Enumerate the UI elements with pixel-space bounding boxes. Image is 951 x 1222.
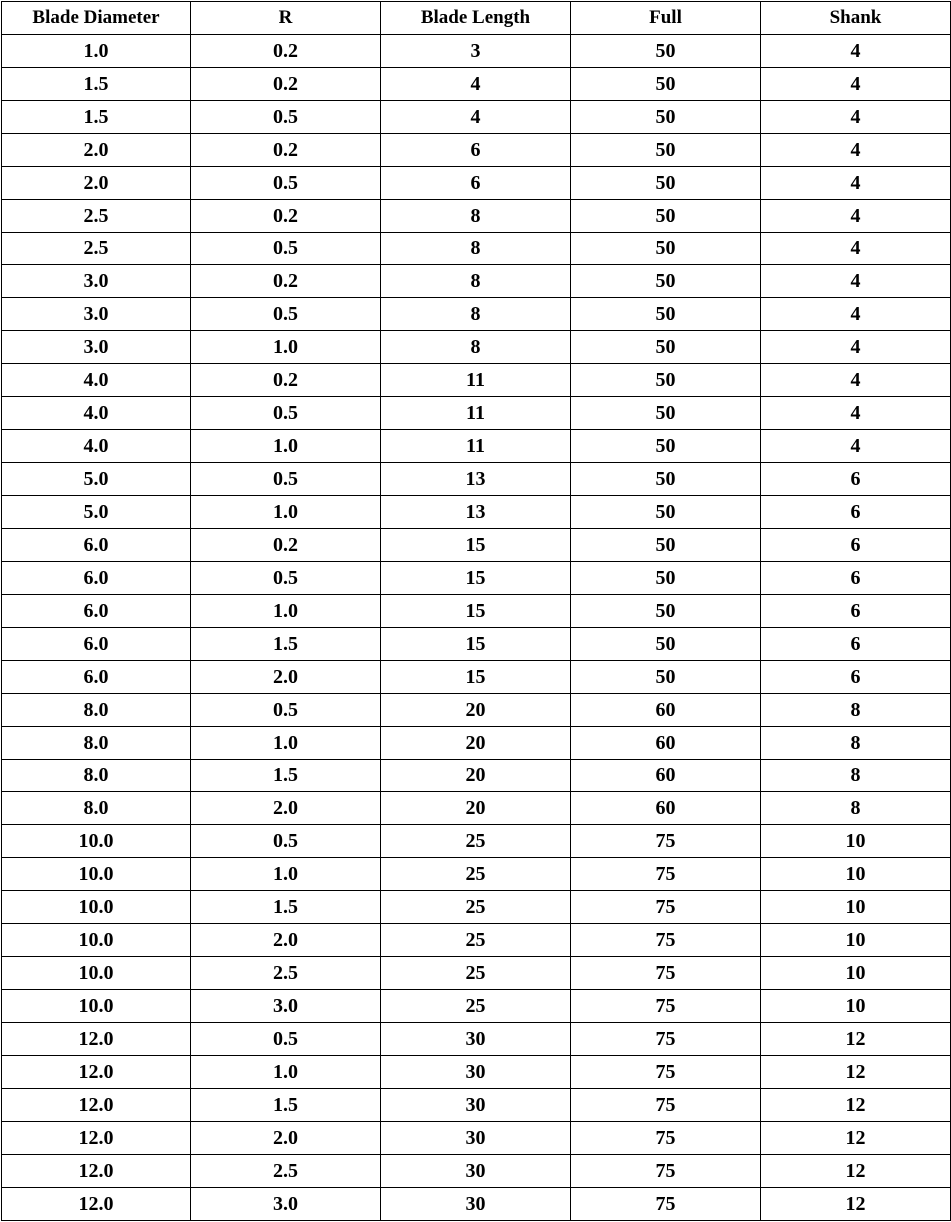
cell-blade-length: 25 [381, 924, 571, 957]
cell-blade-length: 20 [381, 792, 571, 825]
cell-blade-diameter: 12.0 [2, 1023, 191, 1056]
table-row [2, 364, 951, 397]
table-row [2, 1088, 951, 1121]
cell-shank: 4 [761, 34, 951, 67]
cell-blade-diameter: 10.0 [2, 924, 191, 957]
table-row [2, 1023, 951, 1056]
cell-full: 50 [571, 265, 761, 298]
table-row [2, 759, 951, 792]
cell-blade-diameter: 8.0 [2, 693, 191, 726]
cell-blade-diameter: 1.5 [2, 100, 191, 133]
cell-r: 0.2 [191, 199, 381, 232]
cell-full: 50 [571, 232, 761, 265]
cell-r: 0.2 [191, 133, 381, 166]
cell-blade-diameter: 12.0 [2, 1088, 191, 1121]
table-row [2, 265, 951, 298]
table-row [2, 792, 951, 825]
cell-r: 0.5 [191, 561, 381, 594]
cell-full: 60 [571, 792, 761, 825]
cell-full: 75 [571, 957, 761, 990]
table-row [2, 825, 951, 858]
cell-r: 1.0 [191, 726, 381, 759]
cell-blade-length: 8 [381, 331, 571, 364]
table-body [2, 34, 951, 1220]
cell-blade-length: 30 [381, 1088, 571, 1121]
cell-r: 1.0 [191, 1055, 381, 1088]
cell-blade-diameter: 8.0 [2, 792, 191, 825]
header-blade-diameter: Blade Diameter [2, 2, 191, 35]
table-row [2, 1154, 951, 1187]
table-row [2, 726, 951, 759]
cell-full: 75 [571, 1055, 761, 1088]
cell-r: 2.5 [191, 1154, 381, 1187]
cell-blade-diameter: 10.0 [2, 957, 191, 990]
cell-full: 50 [571, 298, 761, 331]
cell-full: 60 [571, 759, 761, 792]
table-row [2, 331, 951, 364]
cell-full: 50 [571, 397, 761, 430]
cell-blade-length: 4 [381, 67, 571, 100]
cell-shank: 8 [761, 792, 951, 825]
cell-blade-diameter: 12.0 [2, 1187, 191, 1220]
cell-blade-length: 4 [381, 100, 571, 133]
cell-blade-length: 25 [381, 957, 571, 990]
cell-shank: 12 [761, 1187, 951, 1220]
cell-blade-length: 20 [381, 759, 571, 792]
cell-blade-diameter: 2.0 [2, 166, 191, 199]
table-row [2, 891, 951, 924]
table-header [2, 2, 951, 35]
cell-r: 2.5 [191, 957, 381, 990]
cell-blade-diameter: 3.0 [2, 331, 191, 364]
cell-shank: 12 [761, 1023, 951, 1056]
cell-r: 0.2 [191, 265, 381, 298]
cell-blade-length: 11 [381, 364, 571, 397]
cell-blade-diameter: 10.0 [2, 825, 191, 858]
table-row [2, 924, 951, 957]
cell-full: 60 [571, 693, 761, 726]
table-row [2, 67, 951, 100]
cell-shank: 6 [761, 528, 951, 561]
cell-r: 0.5 [191, 397, 381, 430]
cell-full: 50 [571, 430, 761, 463]
cell-r: 1.5 [191, 891, 381, 924]
table-row [2, 166, 951, 199]
cell-blade-length: 13 [381, 463, 571, 496]
cell-full: 75 [571, 1088, 761, 1121]
cell-blade-diameter: 12.0 [2, 1055, 191, 1088]
cell-blade-diameter: 5.0 [2, 496, 191, 529]
cell-shank: 12 [761, 1088, 951, 1121]
cell-blade-diameter: 12.0 [2, 1121, 191, 1154]
table-row [2, 627, 951, 660]
cell-blade-diameter: 2.5 [2, 199, 191, 232]
cell-blade-length: 15 [381, 561, 571, 594]
table-row [2, 858, 951, 891]
spec-table [1, 1, 951, 1221]
cell-blade-diameter: 2.5 [2, 232, 191, 265]
cell-full: 75 [571, 924, 761, 957]
header-row [2, 2, 951, 35]
cell-shank: 6 [761, 660, 951, 693]
table-row [2, 1187, 951, 1220]
cell-blade-length: 20 [381, 726, 571, 759]
cell-blade-diameter: 6.0 [2, 594, 191, 627]
cell-shank: 6 [761, 463, 951, 496]
cell-blade-diameter: 8.0 [2, 726, 191, 759]
cell-shank: 6 [761, 594, 951, 627]
cell-r: 0.2 [191, 528, 381, 561]
cell-shank: 4 [761, 331, 951, 364]
cell-blade-diameter: 1.5 [2, 67, 191, 100]
cell-blade-length: 8 [381, 199, 571, 232]
cell-shank: 4 [761, 199, 951, 232]
cell-r: 0.5 [191, 232, 381, 265]
cell-shank: 4 [761, 364, 951, 397]
cell-full: 50 [571, 561, 761, 594]
table-row [2, 693, 951, 726]
cell-blade-diameter: 12.0 [2, 1154, 191, 1187]
cell-blade-length: 25 [381, 825, 571, 858]
cell-blade-length: 25 [381, 891, 571, 924]
cell-shank: 4 [761, 265, 951, 298]
cell-shank: 6 [761, 627, 951, 660]
cell-full: 50 [571, 364, 761, 397]
cell-shank: 6 [761, 561, 951, 594]
cell-full: 50 [571, 660, 761, 693]
table-row [2, 1121, 951, 1154]
cell-blade-diameter: 6.0 [2, 528, 191, 561]
header-shank: Shank [761, 2, 951, 35]
cell-r: 2.0 [191, 660, 381, 693]
cell-shank: 10 [761, 825, 951, 858]
cell-r: 1.0 [191, 594, 381, 627]
cell-full: 50 [571, 199, 761, 232]
table-row [2, 957, 951, 990]
cell-blade-length: 15 [381, 594, 571, 627]
table-row [2, 990, 951, 1023]
header-full: Full [571, 2, 761, 35]
cell-blade-length: 11 [381, 430, 571, 463]
cell-blade-diameter: 8.0 [2, 759, 191, 792]
cell-shank: 4 [761, 298, 951, 331]
cell-full: 75 [571, 1154, 761, 1187]
cell-full: 75 [571, 1187, 761, 1220]
cell-blade-length: 30 [381, 1055, 571, 1088]
table-row [2, 199, 951, 232]
cell-shank: 4 [761, 397, 951, 430]
cell-blade-diameter: 5.0 [2, 463, 191, 496]
cell-blade-length: 6 [381, 166, 571, 199]
cell-blade-diameter: 10.0 [2, 858, 191, 891]
cell-r: 3.0 [191, 990, 381, 1023]
cell-shank: 4 [761, 133, 951, 166]
cell-blade-length: 3 [381, 34, 571, 67]
cell-r: 1.0 [191, 331, 381, 364]
table-row [2, 1055, 951, 1088]
cell-r: 1.5 [191, 627, 381, 660]
cell-r: 2.0 [191, 792, 381, 825]
cell-shank: 4 [761, 100, 951, 133]
table-row [2, 397, 951, 430]
cell-blade-length: 20 [381, 693, 571, 726]
cell-r: 0.5 [191, 100, 381, 133]
cell-blade-length: 8 [381, 298, 571, 331]
cell-blade-diameter: 2.0 [2, 133, 191, 166]
cell-full: 75 [571, 825, 761, 858]
cell-r: 1.0 [191, 430, 381, 463]
cell-blade-diameter: 4.0 [2, 397, 191, 430]
cell-shank: 10 [761, 924, 951, 957]
cell-r: 1.5 [191, 759, 381, 792]
cell-full: 75 [571, 990, 761, 1023]
cell-full: 50 [571, 463, 761, 496]
cell-full: 50 [571, 67, 761, 100]
cell-r: 0.5 [191, 825, 381, 858]
cell-blade-diameter: 10.0 [2, 891, 191, 924]
cell-blade-diameter: 4.0 [2, 430, 191, 463]
cell-shank: 10 [761, 891, 951, 924]
cell-blade-length: 30 [381, 1187, 571, 1220]
cell-shank: 10 [761, 990, 951, 1023]
cell-r: 0.5 [191, 166, 381, 199]
cell-full: 50 [571, 528, 761, 561]
cell-full: 75 [571, 891, 761, 924]
cell-blade-length: 25 [381, 990, 571, 1023]
cell-blade-diameter: 6.0 [2, 660, 191, 693]
cell-blade-length: 13 [381, 496, 571, 529]
cell-blade-diameter: 1.0 [2, 34, 191, 67]
cell-full: 50 [571, 627, 761, 660]
cell-full: 50 [571, 34, 761, 67]
cell-full: 75 [571, 858, 761, 891]
cell-blade-length: 15 [381, 627, 571, 660]
cell-full: 50 [571, 331, 761, 364]
cell-blade-diameter: 10.0 [2, 990, 191, 1023]
cell-r: 3.0 [191, 1187, 381, 1220]
cell-blade-length: 30 [381, 1121, 571, 1154]
cell-blade-length: 15 [381, 528, 571, 561]
cell-shank: 12 [761, 1154, 951, 1187]
cell-blade-length: 30 [381, 1154, 571, 1187]
table-row [2, 298, 951, 331]
cell-shank: 4 [761, 67, 951, 100]
cell-r: 0.2 [191, 67, 381, 100]
header-blade-length: Blade Length [381, 2, 571, 35]
cell-shank: 10 [761, 858, 951, 891]
cell-r: 0.5 [191, 298, 381, 331]
cell-full: 75 [571, 1023, 761, 1056]
cell-shank: 8 [761, 726, 951, 759]
cell-r: 1.0 [191, 496, 381, 529]
table-row [2, 232, 951, 265]
table-row [2, 100, 951, 133]
cell-shank: 6 [761, 496, 951, 529]
table-row [2, 660, 951, 693]
cell-blade-diameter: 4.0 [2, 364, 191, 397]
cell-r: 0.5 [191, 693, 381, 726]
cell-full: 50 [571, 133, 761, 166]
cell-shank: 8 [761, 693, 951, 726]
cell-shank: 4 [761, 430, 951, 463]
table-row [2, 561, 951, 594]
cell-blade-length: 8 [381, 232, 571, 265]
cell-blade-diameter: 3.0 [2, 265, 191, 298]
cell-blade-length: 30 [381, 1023, 571, 1056]
cell-full: 50 [571, 594, 761, 627]
cell-blade-diameter: 6.0 [2, 561, 191, 594]
cell-r: 0.5 [191, 1023, 381, 1056]
table-row [2, 133, 951, 166]
cell-blade-length: 15 [381, 660, 571, 693]
table-row [2, 430, 951, 463]
cell-r: 1.0 [191, 858, 381, 891]
cell-full: 75 [571, 1121, 761, 1154]
cell-r: 0.2 [191, 364, 381, 397]
header-r: R [191, 2, 381, 35]
cell-shank: 12 [761, 1121, 951, 1154]
table-row [2, 463, 951, 496]
cell-r: 1.5 [191, 1088, 381, 1121]
table-row [2, 34, 951, 67]
table-row [2, 528, 951, 561]
cell-r: 0.2 [191, 34, 381, 67]
cell-full: 60 [571, 726, 761, 759]
cell-shank: 4 [761, 232, 951, 265]
cell-r: 2.0 [191, 1121, 381, 1154]
cell-blade-length: 8 [381, 265, 571, 298]
cell-shank: 10 [761, 957, 951, 990]
cell-blade-length: 25 [381, 858, 571, 891]
cell-full: 50 [571, 496, 761, 529]
table-row [2, 594, 951, 627]
cell-shank: 4 [761, 166, 951, 199]
table-row [2, 496, 951, 529]
cell-r: 0.5 [191, 463, 381, 496]
cell-blade-diameter: 3.0 [2, 298, 191, 331]
cell-full: 50 [571, 100, 761, 133]
cell-r: 2.0 [191, 924, 381, 957]
cell-blade-length: 11 [381, 397, 571, 430]
cell-blade-diameter: 6.0 [2, 627, 191, 660]
cell-blade-length: 6 [381, 133, 571, 166]
cell-shank: 8 [761, 759, 951, 792]
cell-shank: 12 [761, 1055, 951, 1088]
cell-full: 50 [571, 166, 761, 199]
